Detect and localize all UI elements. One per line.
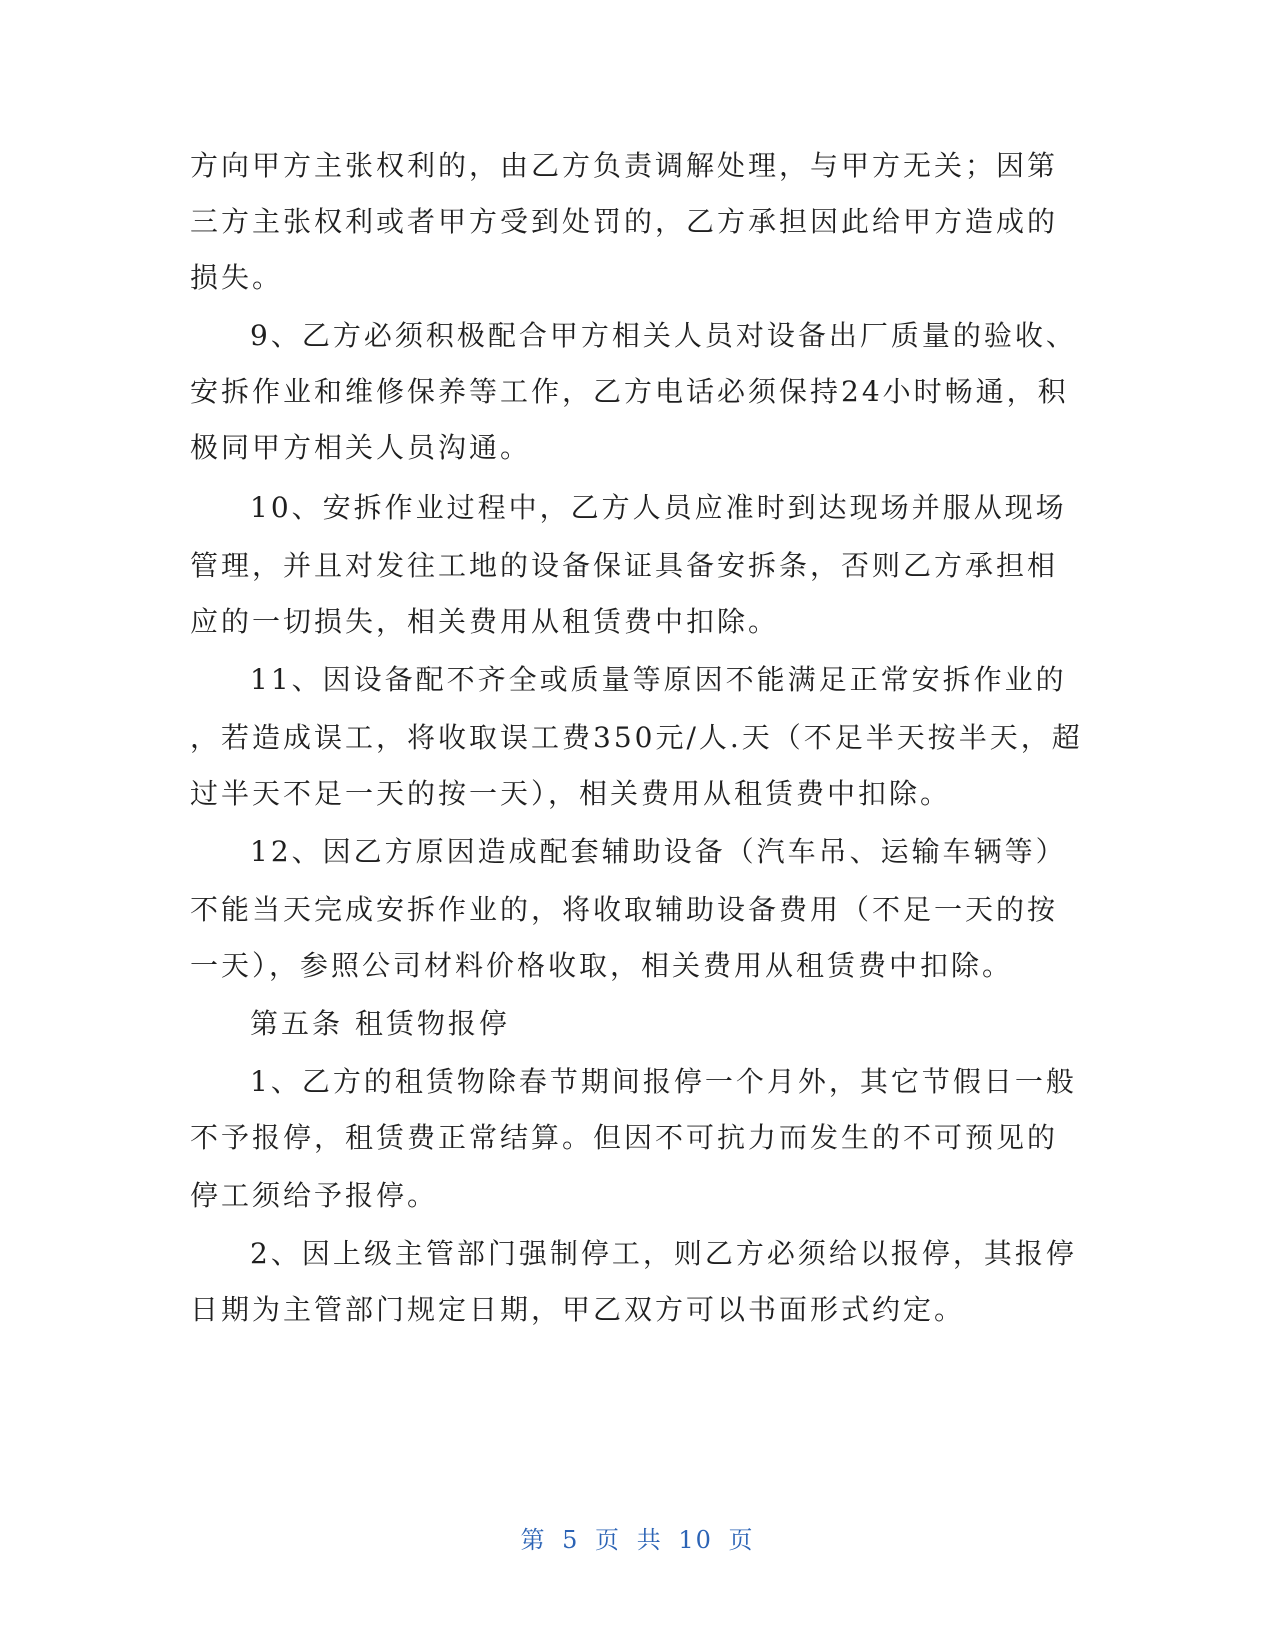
text-line: 应的一切损失，相关费用从租赁费中扣除。 <box>190 605 780 638</box>
text-line: ，若造成误工，将收取误工费350元/人.天（不足半天按半天，超 <box>190 721 1083 754</box>
text-line: 三方主张权利或者甲方受到处罚的，乙方承担因此给甲方造成的 <box>190 205 1059 238</box>
footer-total-unit: 页 <box>728 1526 755 1554</box>
text-line: 极同甲方相关人员沟通。 <box>190 431 532 464</box>
footer-page-label: 第 <box>520 1526 547 1554</box>
footer-current-page: 5 <box>562 1526 580 1554</box>
footer-page-unit: 页 <box>595 1526 622 1554</box>
text-line: 2、因上级主管部门强制停工，则乙方必须给以报停，其报停 <box>250 1237 1077 1270</box>
text-line: 过半天不足一天的按一天），相关费用从租赁费中扣除。 <box>190 777 952 810</box>
footer-total-pages: 10 <box>678 1526 713 1554</box>
text-line: 方向甲方主张权利的，由乙方负责调解处理，与甲方无关；因第 <box>190 149 1059 182</box>
text-line: 10、安拆作业过程中，乙方人员应准时到达现场并服从现场 <box>250 491 1067 524</box>
page-footer <box>0 1520 1275 1555</box>
text-line: 管理，并且对发往工地的设备保证具备安拆条，否则乙方承担相 <box>190 549 1059 582</box>
text-line: 11、因设备配不齐全或质量等原因不能满足正常安拆作业的 <box>250 663 1067 696</box>
footer-total-label: 共 <box>636 1526 663 1554</box>
section-heading: 第五条 租赁物报停 <box>250 1007 510 1040</box>
text-line: 安拆作业和维修保养等工作，乙方电话必须保持24小时畅通，积 <box>190 375 1069 408</box>
text-line: 1、乙方的租赁物除春节期间报停一个月外，其它节假日一般 <box>250 1065 1077 1098</box>
text-line: 日期为主管部门规定日期，甲乙双方可以书面形式约定。 <box>190 1293 966 1326</box>
text-line: 12、因乙方原因造成配套辅助设备（汽车吊、运输车辆等） <box>250 835 1067 868</box>
text-line: 不能当天完成安拆作业的，将收取辅助设备费用（不足一天的按 <box>190 893 1059 926</box>
text-line: 9、乙方必须积极配合甲方相关人员对设备出厂质量的验收、 <box>250 319 1077 352</box>
text-line: 一天），参照公司材料价格收取，相关费用从租赁费中扣除。 <box>190 949 1014 982</box>
text-line: 损失。 <box>190 261 284 294</box>
text-line: 不予报停，租赁费正常结算。但因不可抗力而发生的不可预见的 <box>190 1121 1059 1154</box>
text-line: 停工须给予报停。 <box>190 1179 439 1212</box>
